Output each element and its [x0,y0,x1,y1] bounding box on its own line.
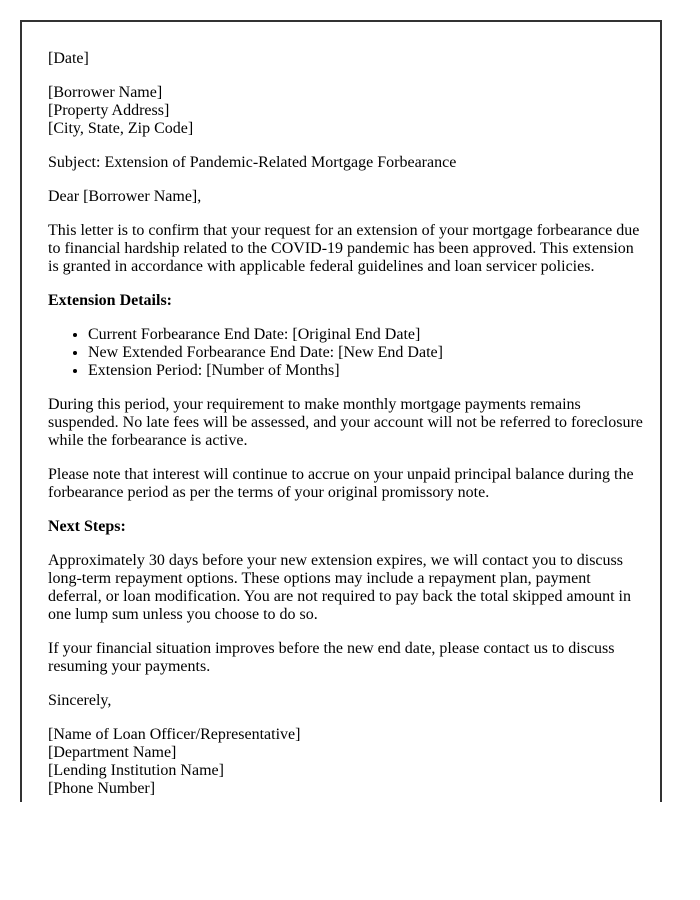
extension-details-list [48,326,648,380]
interest-accrual-paragraph: Please note that interest will continue to accrue on your unpaid principal balance during the forbearance period as per the terms of your original promissory note. [48,466,634,501]
salutation: Dear [Borrower Name], [48,188,202,205]
recipient-property-address: [Property Address] [48,102,170,119]
recipient-name: [Borrower Name] [48,84,163,101]
closing-line: Sincerely, [48,692,112,709]
signature-phone-number: [Phone Number] [48,780,156,797]
approval-paragraph: This letter is to confirm that your request for an extension of your mortgage forbearance due to financial hardship related to the COVID-19 pandemic has been approved. This extension is granted in accordance with applicable federal guidelines and loan servicer policies. [48,222,640,275]
next-steps-heading: Next Steps: [48,518,126,535]
recipient-address-block [48,84,648,138]
date-line: [Date] [48,50,89,67]
letter-document [20,20,662,802]
financial-improvement-paragraph: If your financial situation improves before the new end date, please contact us to discuss resuming your payments. [48,640,615,675]
subject-line: Subject: Extension of Pandemic-Related Mortgage Forbearance [48,154,457,171]
extension-details-heading: Extension Details: [48,292,172,309]
signature-institution-name: [Lending Institution Name] [48,762,224,779]
list-item-new-end-date: • New Extended Forbearance End Date: [New End Date] [88,344,648,362]
signature-block [48,726,648,798]
list-item-current-end-date: • Current Forbearance End Date: [Original End Date] [88,326,648,344]
signature-department-name: [Department Name] [48,744,177,761]
recipient-city-state-zip: [City, State, Zip Code] [48,120,194,137]
repayment-options-paragraph: Approximately 30 days before your new extension expires, we will contact you to discuss long-term repayment options. These options may include a repayment plan, payment deferral, or loan modification. You are not required to pay back the total skipped amount in one lump sum unless you choose to do so. [48,552,631,623]
payment-suspension-paragraph: During this period, your requirement to make monthly mortgage payments remains suspended. No late fees will be assessed, and your account will not be referred to foreclosure while the forbearance is active. [48,396,643,449]
list-item-extension-period: • Extension Period: [Number of Months] [88,362,648,380]
signature-officer-name: [Name of Loan Officer/Representative] [48,726,301,743]
